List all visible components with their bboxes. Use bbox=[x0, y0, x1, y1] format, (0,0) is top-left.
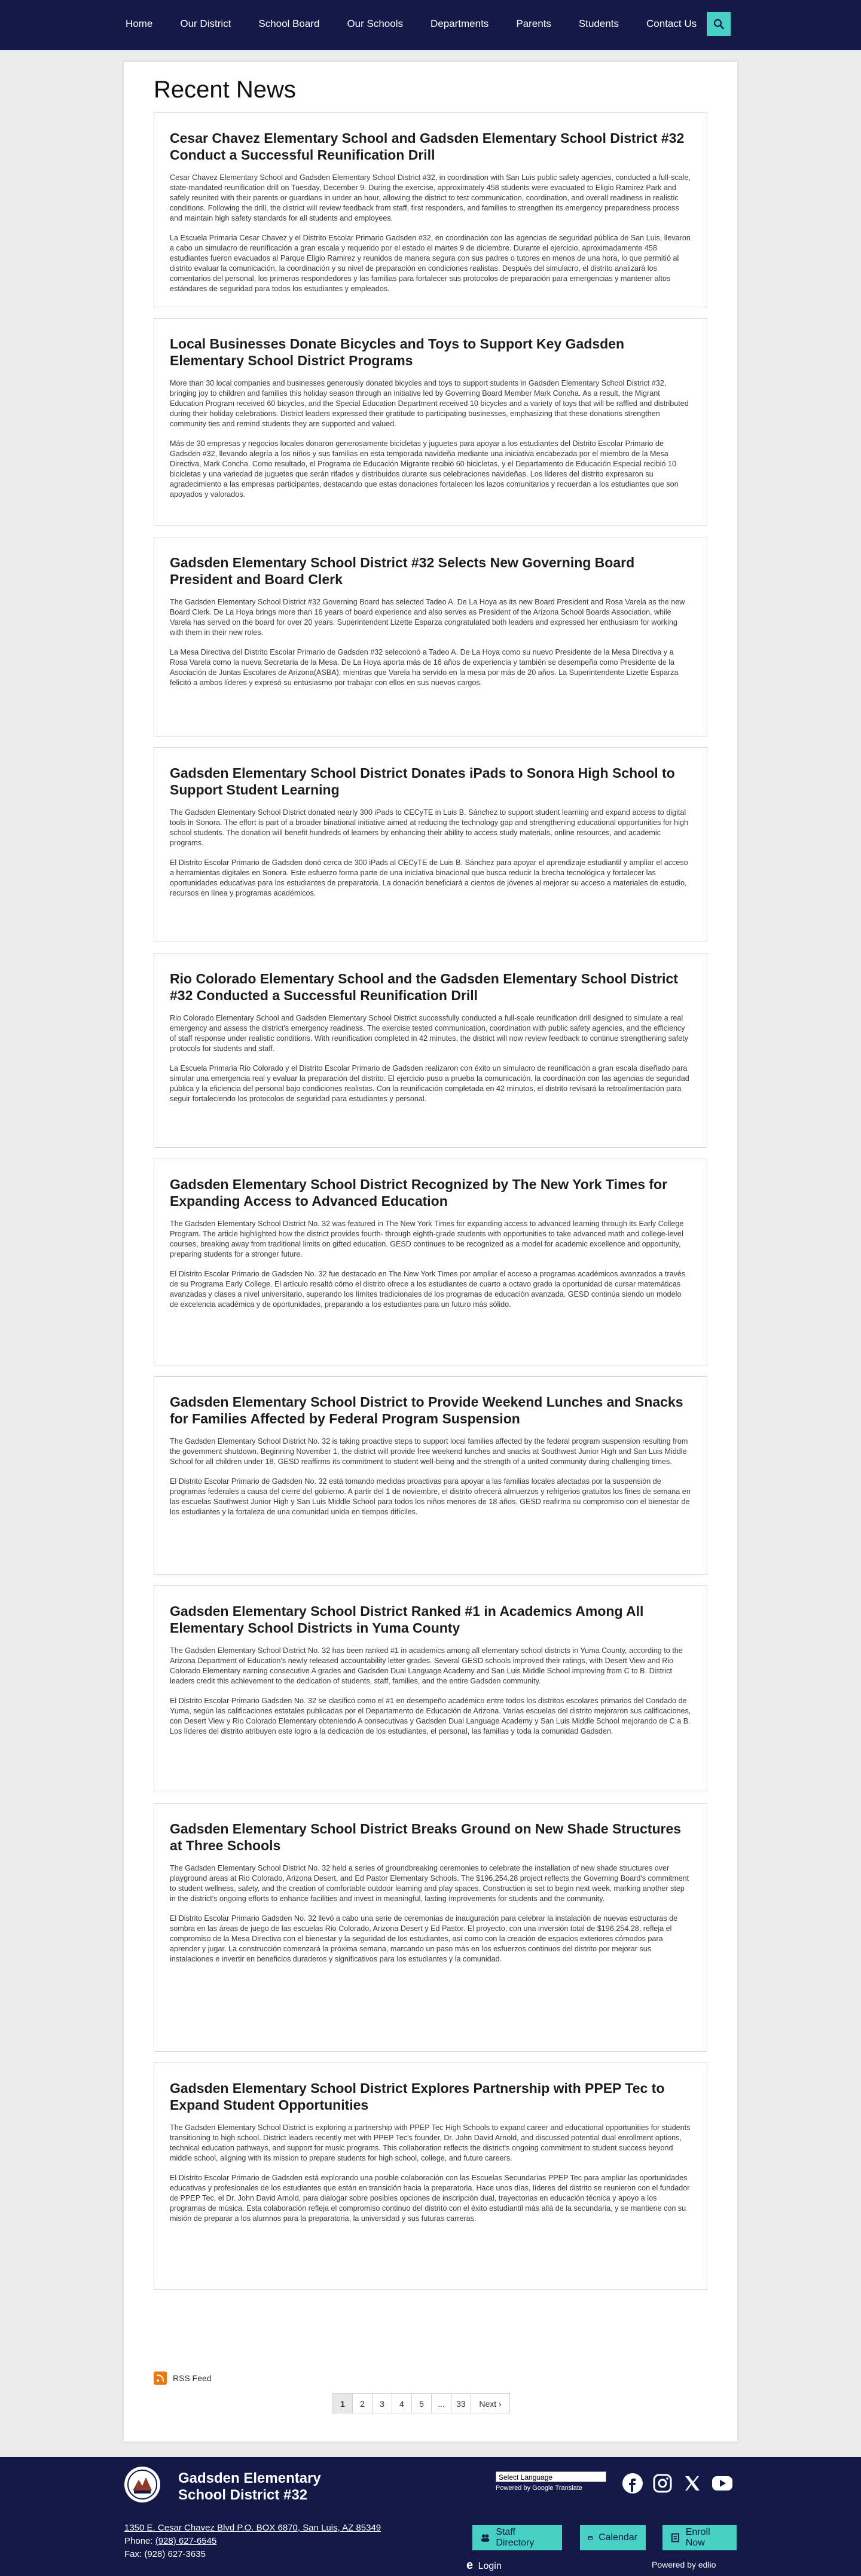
news-article bbox=[154, 318, 707, 526]
news-article bbox=[154, 112, 707, 307]
site-footer bbox=[0, 2457, 861, 2576]
facebook-link[interactable] bbox=[619, 2470, 646, 2496]
article-summary-es: El Distrito Escolar Primario Gadsden No. 32 llevó a cabo una serie de ceremonias de inauguración para celebrar la instalación de nuevas estructuras de sombra en las áreas de juego de las escuelas Rio Colorado, Arizona Desert y Ed Pastor. El proyecto, con una inversión total de $196,254.28, refleja el compromiso de la Mesa Directiva con el bienestar y la seguridad de los estudiantes, así como con la creación de espacios exteriores cómodos para aprender y jugar. La construcción comenzará la próxima semana, marcando un paso más en los esfuerzos continuos del distrito por mejorar sus instalaciones e invertir en beneficios duraderos y significativos para los estudiantes y la comunidad. bbox=[170, 1914, 678, 1963]
nav-students[interactable]: Students bbox=[578, 18, 619, 29]
article-summary-es: El Distrito Escolar Primario de Gadsden donó cerca de 300 iPads al CECyTE de Luis B. Sánchez para apoyar el aprendizaje estudiantil y ampliar el acceso a herramientas digitales en Sonora. Este esfuerzo forma parte de una iniciativa binacional que busca reducir la brecha tecnológica y fortalecer las oportunidades educativas para los estudiantes de preparatoria. La donación beneficiará a cientos de jóvenes al mejorar su acceso a materiales de estudio, recursos en línea y programas académicos. bbox=[170, 858, 688, 897]
article-title[interactable]: Local Businesses Donate Bicycles and Toys to Support Key Gadsden Elementary School District Programs bbox=[170, 336, 625, 368]
facebook-icon bbox=[622, 2473, 643, 2494]
article-summary-es: El Distrito Escolar Primario de Gadsden No. 32 fue destacado en The New York Times por ampliar el acceso a programas académicos avanzados a través de su Programa Early College. El artículo resaltó cómo el distrito ofrece a los estudiantes de cuarto a octavo grado la oportunidad de cursar matemáticas avanzadas y clases a nivel universitario, superando los límites tradicionales de los programas de educación avanzada. GESD continúa siendo un modelo de excelencia académica y de oportunidades, preparando a los estudiantes para un futuro más sólido. bbox=[170, 1270, 686, 1309]
pagination bbox=[333, 2393, 510, 2413]
search-icon bbox=[713, 19, 724, 29]
article-summary-en: Rio Colorado Elementary School and Gadsden Elementary School District successfully conducted a full-scale reunification drill designed to simulate a real emergency and assess the district's emergency readiness. The exercise tested communication, coordination with public safety agencies, and the efficiency of staff response under realistic conditions. With reunification completed in 42 minutes, the district will now review feedback to continue strengthening safety protocols for students and staff. bbox=[170, 1014, 689, 1053]
page-1-link[interactable]: 1 bbox=[332, 2393, 353, 2413]
phone-label: Phone: bbox=[124, 2536, 155, 2546]
nav-our-schools[interactable]: Our Schools bbox=[347, 18, 403, 29]
page-3-link[interactable]: 3 bbox=[372, 2393, 392, 2413]
article-summary-en: The Gadsden Elementary School District No. 32 has been ranked #1 in academics among all elementary school districts in Yuma County, according to the Arizona Department of Education's newly released accountability letter grades. Several GESD schools improved their ratings, with Desert View and Rio Colorado Elementary earning consecutive A grades and Gadsden Dual Language Academy and San Luis Middle School improving from C to B. District leaders credit this achievement to the dedication of students, staff, families, and the entire Gadsden community. bbox=[170, 1646, 683, 1685]
nav-contact-us[interactable]: Contact Us bbox=[646, 18, 697, 29]
page-ellipsis: ... bbox=[431, 2393, 451, 2413]
staff-directory-label: Staff Directory bbox=[496, 2527, 535, 2548]
staff-directory-button[interactable] bbox=[472, 2525, 562, 2550]
article-summary-en: Cesar Chavez Elementary School and Gadsden Elementary School District #32, in coordination with San Luis public safety agencies, conducted a full-scale, state-mandated reunification drill on Tuesday, December 9. During the exercise, approximately 458 students were evacuated to Eligio Ramirez Park and safely reunited with their parents or guardians in under an hour, allowing the district to test communication, coordination, and overall readiness in realistic conditions. Following the drill, the district will review feedback from staff, first responders, and families to strengthen its emergency preparedness process and maintain high safety standards for all students and employees. bbox=[170, 173, 691, 222]
news-container bbox=[124, 62, 737, 2441]
news-article bbox=[154, 537, 707, 737]
enroll-now-button[interactable] bbox=[662, 2525, 737, 2550]
news-article bbox=[154, 953, 707, 1148]
school-name-line2: School District #32 bbox=[178, 2487, 308, 2503]
instagram-link[interactable] bbox=[649, 2470, 676, 2496]
page-2-link[interactable]: 2 bbox=[352, 2393, 373, 2413]
enroll-icon bbox=[671, 2533, 680, 2543]
x-icon bbox=[683, 2474, 702, 2493]
article-summary-en: The Gadsden Elementary School District #32 Governing Board has selected Tadeo A. De La Hoya as its new Board President and Rosa Varela as the new Board Clerk. De La Hoya brings more than 16 years of board experience and also serves as President of the Arizona School Boards Association, while Varela has served on the board for over 20 years. Superintendent Lizette Esparza congratulated both leaders and expressed her enthusiasm for working with them in their new roles. bbox=[170, 598, 685, 637]
article-title[interactable]: Gadsden Elementary School District to Provide Weekend Lunches and Snacks for Families Affected by Federal Program Suspension bbox=[170, 1394, 683, 1426]
search-button[interactable] bbox=[707, 12, 731, 36]
article-summary-es: El Distrito Escolar Primario de Gadsden está explorando una posible colaboración con las Escuelas Secundarias PPEP Tec para ampliar las oportunidades educativas y profesionales de los estudiantes que están en transición hacia la preparatoria. Hace unos días, líderes del distrito se reunieron con el fundador de PPEP Tec, el Dr. John David Arnold, para dialogar sobre posibles opciones de inscripción dual, trayectorias en educación técnica y apoyo a los programas de música. Esta colaboración refleja el compromiso continuo del distrito con el éxito estudiantil más allá de la secundaria, y se mantiene con su misión de preparar a los alumnos para la preparatoria, la universidad y sus futuras carreras. bbox=[170, 2174, 690, 2223]
page-4-link[interactable]: 4 bbox=[392, 2393, 412, 2413]
news-article bbox=[154, 2062, 707, 2290]
article-summary-en: The Gadsden Elementary School District No. 32 is taking proactive steps to support local families affected by the federal program suspension resulting from the government shutdown. Beginning November 1, the district will provide free weekend lunches and snacks at Southwest Junior High and San Luis Middle School for all children under 18. GESD reaffirms its commitment to student well-being and the strength of a united community during challenging times. bbox=[170, 1437, 688, 1466]
article-title[interactable]: Gadsden Elementary School District Recognized by The New York Times for Expanding Access to Advanced Education bbox=[170, 1177, 668, 1209]
article-summary-en: The Gadsden Elementary School District is exploring a partnership with PPEP Tec High Schools to expand career and educational opportunities for students transitioning to high school. District leaders recently met with PPEP Tec's founder, Dr. John David Arnold, and discussed potential dual enrollment options, technical education pathways, and support for music programs. This collaboration reflects the district's ongoing commitment to student success beyond middle school, aligning with its mission to prepare students for high school, college, and future careers. bbox=[170, 2123, 691, 2162]
edlio-e-icon: e bbox=[466, 2559, 474, 2572]
calendar-button[interactable] bbox=[580, 2525, 646, 2550]
nav-our-district[interactable]: Our District bbox=[180, 18, 231, 29]
edlio-credit[interactable]: Powered by edlio bbox=[652, 2560, 716, 2569]
top-navigation bbox=[0, 0, 861, 50]
calendar-icon bbox=[588, 2533, 593, 2543]
page-33-link[interactable]: 33 bbox=[451, 2393, 471, 2413]
address-link[interactable]: 1350 E. Cesar Chavez Blvd P.O. BOX 6870, San Luis, AZ 85349 bbox=[124, 2523, 381, 2533]
youtube-link[interactable] bbox=[709, 2470, 735, 2496]
article-title[interactable]: Gadsden Elementary School District Ranked #1 in Academics Among All Elementary School Districts in Yuma County bbox=[170, 1603, 644, 1636]
article-title[interactable]: Gadsden Elementary School District #32 Selects New Governing Board President and Board Clerk bbox=[170, 555, 635, 587]
article-summary-es: La Escuela Primaria Rio Colorado y el Distrito Escolar Primario de Gadsden realizaron con éxito un simulacro de reunificación a gran escala diseñado para simular una emergencia real y evaluar la preparación del distrito. El ejercicio puso a prueba la comunicación, la coordinación con las agencias de seguridad pública y la eficiencia del personal bajo condiciones realistas. Con la reunificación completada en 42 minutos, el distrito revisará la retroalimentación para seguir fortaleciendo los protocolos de seguridad para estudiantes y personal. bbox=[170, 1064, 689, 1103]
page-5-link[interactable]: 5 bbox=[411, 2393, 432, 2413]
instagram-icon bbox=[652, 2473, 673, 2494]
news-article bbox=[154, 1159, 707, 1365]
article-title[interactable]: Gadsden Elementary School District Explores Partnership with PPEP Tec to Expand Student Opportunities bbox=[170, 2080, 665, 2113]
rss-feed-link[interactable] bbox=[154, 2372, 212, 2385]
article-summary-en: The Gadsden Elementary School District No. 32 held a series of groundbreaking ceremonies to celebrate the installation of new shade structures over playground areas at Rio Colorado, Arizona Desert, and Ed Pastor Elementary Schools. The $196,254.28 project reflects the Governing Board's commitment to student wellness, safety, and the creation of comfortable outdoor learning and play spaces. Construction is set to begin next week, marking another step in the district's ongoing efforts to enhance facilities and invest in meaningful, lasting improvements for students and the community. bbox=[170, 1864, 689, 1903]
school-name-line1: Gadsden Elementary bbox=[178, 2470, 321, 2486]
article-summary-en: More than 30 local companies and businesses generously donated bicycles and toys to support students in Gadsden Elementary School District #32, bringing joy to children and families this holiday season through an initiative led by Governing Board Member Mark Concha. As a result, the Migrant Education Program received 60 bicycles, and the Special Education Department received 10 bicycles and a variety of toys that will be raffled and distributed during their holiday celebrations. District leaders expressed their gratitude to participating businesses, emphasizing that these donations strengthen community ties and remind students they are supported and valued. bbox=[170, 379, 689, 428]
article-summary-es: La Mesa Directiva del Distrito Escolar Primario de Gadsden #32 seleccionó a Tadeo A. De La Hoya como su nuevo Presidente de la Mesa Directiva y a Rosa Varela como la nueva Secretaria de la Mesa. De La Hoya aporta más de 16 años de experiencia y también se desempeña como Presidente de la Asociación de Juntas Escolares de Arizona(ASBA), mientras que Varela ha servido en la mesa por más de 20 años. La Superintendente Lizette Esparza felicitó a ambos líderes y expresó su entusiasmo por trabajar con ellos en sus nuevos cargos. bbox=[170, 648, 679, 687]
article-title[interactable]: Cesar Chavez Elementary School and Gadsden Elementary School District #32 Conduct a Successful Reunification Drill bbox=[170, 130, 685, 163]
news-article bbox=[154, 1376, 707, 1575]
article-summary-en: The Gadsden Elementary School District No. 32 was featured in The New York Times for expanding access to advanced learning through its Early College Program. The article highlighted how the district provides fourth- through eighth-grade students with opportunities to take advanced math and college-level courses, breaking away from traditional limits on gifted education. GESD continues to be recognized as a model for academic excellence and opportunity, preparing students for a stronger future. bbox=[170, 1220, 684, 1258]
article-summary-en: The Gadsden Elementary School District donated nearly 300 iPads to CECyTE in Luis B. Sánchez to support student learning and expand access to digital tools in Sonora. The effort is part of a broader binational initiative aimed at reducing the technology gap and strengthening educational opportunities for high school students. The donation will benefit hundreds of learners by enhancing their ability to access study materials, online resources, and academic programs. bbox=[170, 808, 688, 847]
x-twitter-link[interactable] bbox=[679, 2470, 706, 2496]
district-seal-icon bbox=[127, 2469, 158, 2500]
article-summary-es: El Distrito Escolar Primario de Gadsden No. 32 está tomando medidas proactivas para apoyar a las familias locales afectadas por la suspensión de programas federales a causa del cierre del gobierno. A partir del 1 de noviembre, el distrito ofrecerá almuerzos y refrigerios gratuitos los fines de semana en las escuelas Southwest Junior High y San Luis Middle School para todos los niños menores de 18 años. GESD reafirma su compromiso con el bienestar de los estudiantes y la fortaleza de una comunidad unida en tiempos difíciles. bbox=[170, 1477, 691, 1516]
article-title[interactable]: Rio Colorado Elementary School and the Gadsden Elementary School District #32 Conducted a Successful Reunification Drill bbox=[170, 971, 678, 1003]
article-title[interactable]: Gadsden Elementary School District Breaks Ground on New Shade Structures at Three Schools bbox=[170, 1821, 682, 1853]
youtube-icon bbox=[712, 2475, 733, 2492]
main-menu bbox=[126, 16, 724, 32]
rss-icon bbox=[154, 2372, 167, 2385]
news-article bbox=[154, 747, 707, 942]
nav-departments[interactable]: Departments bbox=[430, 18, 489, 29]
nav-school-board[interactable]: School Board bbox=[258, 18, 320, 29]
article-summary-es: La Escuela Primaria Cesar Chavez y el Distrito Escolar Primario Gadsden #32, en coordinación con las agencias de seguridad pública de San Luis, llevaron a cabo un simulacro de reunificación a gran escala y requerido por el estado el martes 9 de diciembre. Durante el ejercicio, aproximadamente 458 estudiantes fueron evacuados al Parque Eligio Ramirez y reunidos de manera segura con sus padres o tutores en menos de una hora, lo que permitió al distrito evaluar la comunicación, la coordinación y su nivel de preparación en condiciones realistas. Después del simulacro, el distrito analizará los comentarios del personal, los primeros respondedores y las familias para fortalecer sus protocolos de preparación para emergencias y mantener altos estándares de seguridad para todos los estudiantes y empleados. bbox=[170, 234, 691, 293]
enroll-now-label: Enroll Now bbox=[685, 2527, 710, 2548]
language-select[interactable]: Select Language bbox=[496, 2471, 606, 2482]
footer-contact-info bbox=[124, 2522, 381, 2561]
calendar-label: Calendar bbox=[599, 2532, 637, 2543]
next-page-link[interactable]: Next › bbox=[471, 2393, 510, 2413]
article-summary-es: Más de 30 empresas y negocios locales donaron generosamente bicicletas y juguetes para apoyar a los estudiantes del Distrito Escolar Primario de Gadsden #32, llevando alegría a los niños y sus familias en esta temporada navideña mediante una iniciativa encabezada por el miembro de la Mesa Directiva, Mark Concha. Como resultado, el Programa de Educación Migrante recibió 60 bicicletas, y el Departamento de Educación Especial recibió 10 bicicletas y una variedad de juguetes que serán rifados y distribuidos durante sus celebraciones navideñas. Los líderes del distrito expresaron su agradecimiento a las empresas participantes, destacando que estas donaciones fortalecen los lazos comunitarios y recuerdan a los estudiantes que son apoyados y valorados. bbox=[170, 439, 679, 499]
nav-home[interactable]: Home bbox=[126, 18, 153, 29]
news-article bbox=[154, 1803, 707, 2052]
phone-link[interactable]: (928) 627-6545 bbox=[155, 2536, 217, 2546]
district-logo[interactable] bbox=[124, 2467, 160, 2502]
login-link[interactable] bbox=[466, 2559, 502, 2572]
phone-line bbox=[124, 2535, 381, 2548]
footer-school-name bbox=[178, 2470, 321, 2504]
rss-label: RSS Feed bbox=[173, 2373, 212, 2383]
news-article bbox=[154, 1585, 707, 1792]
people-icon bbox=[481, 2533, 490, 2543]
login-label: Login bbox=[478, 2561, 502, 2571]
google-translate-credit: Powered by Google Translate bbox=[496, 2485, 582, 2492]
article-summary-es: El Distrito Escolar Primario Gadsden No. 32 se clasificó como el #1 en desempeño académico entre todos los distritos escolares primarios del Condado de Yuma, según las calificaciones estatales publicadas por el Departamento de Educación de Arizona. Varias escuelas del distrito mejoraron sus calificaciones, con Desert View y Rio Colorado Elementary obteniendo A consecutivas y Gadsden Dual Language Academy y San Luis Middle School mejorando de C a B. Los líderes del distrito atribuyen este logro a la dedicación de los estudiantes, el personal, las familias y toda la comunidad Gadsden. bbox=[170, 1697, 691, 1735]
nav-parents[interactable]: Parents bbox=[516, 18, 551, 29]
fax-line: Fax: (928) 627-3635 bbox=[124, 2549, 206, 2559]
article-title[interactable]: Gadsden Elementary School District Donates iPads to Sonora High School to Support Student Learning bbox=[170, 765, 675, 797]
page-title: Recent News bbox=[154, 77, 296, 103]
